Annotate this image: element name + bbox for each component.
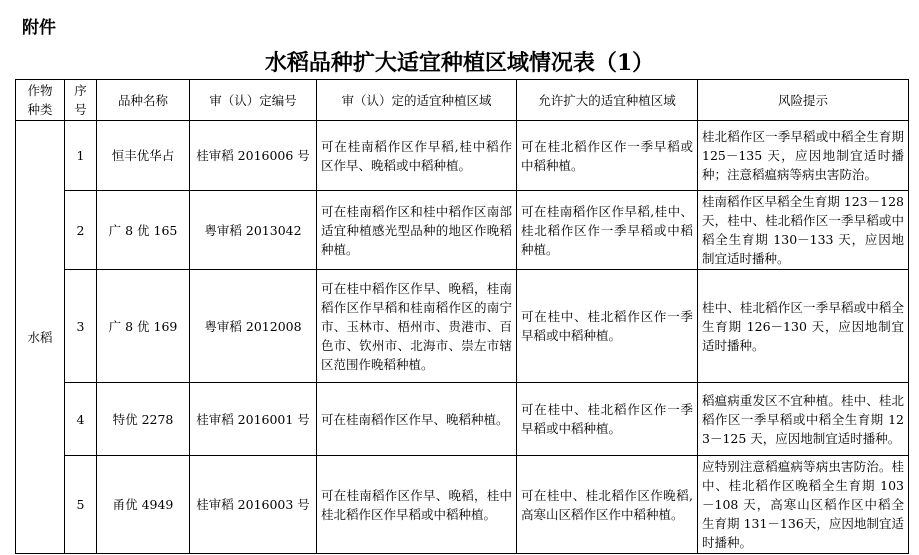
variety-table xyxy=(15,79,909,554)
header-no: 序号 xyxy=(65,80,97,121)
table-row xyxy=(16,121,909,191)
table-row xyxy=(16,456,909,554)
approval-code: 桂审稻 2016003 号 xyxy=(190,456,317,554)
risk-note: 应特别注意稻瘟病等病虫害防治。桂中、桂北稻作区晚稻全生育期 103－108 天，高寒山区稻作区中稻全生育期 131－136天，应因地制宜适时播种。 xyxy=(698,456,909,554)
expanded-region: 可在桂中、桂北稻作区作一季早稻或中稻种植。 xyxy=(517,270,698,383)
variety-name: 特优 2278 xyxy=(97,383,190,456)
header-name: 品种名称 xyxy=(97,80,190,121)
approval-code: 粤审稻 2013042 xyxy=(190,191,317,270)
risk-note: 桂北稻作区一季早稻或中稻全生育期 125－135 天，应因地制宜适时播种；注意稻瘟病等病虫害防治。 xyxy=(698,121,909,191)
row-no: 3 xyxy=(65,270,97,383)
header-expanded: 允许扩大的适宜种植区域 xyxy=(517,80,698,121)
approved-region: 可在桂南稻作区和桂中稻作区南部适宜种植感光型品种的地区作晚稻种植。 xyxy=(317,191,517,270)
table-row xyxy=(16,383,909,456)
header-crop: 作物种类 xyxy=(16,80,65,121)
approved-region: 可在桂中稻作区作早、晚稻，桂南稻作区作早稻和桂南稻作区的南宁市、玉林市、梧州市、贵港市、百色市、钦州市、北海市、崇左市辖区范围作晚稻种植。 xyxy=(317,270,517,383)
approved-region: 可在桂南稻作区作早、晚稻，桂中桂北稻作区作早稻或中稻种植。 xyxy=(317,456,517,554)
row-no: 4 xyxy=(65,383,97,456)
variety-name: 广 8 优 169 xyxy=(97,270,190,383)
table-row xyxy=(16,191,909,270)
risk-note: 桂南稻作区早稻全生育期 123－128 天，桂中、桂北稻作区一季早稻或中稻全生育期 130－133 天，应因地制宜适时播种。 xyxy=(698,191,909,270)
table-row xyxy=(16,270,909,383)
variety-name: 甬优 4949 xyxy=(97,456,190,554)
header-approved: 审（认）定的适宜种植区域 xyxy=(317,80,517,121)
approval-code: 桂审稻 2016001 号 xyxy=(190,383,317,456)
row-no: 1 xyxy=(65,121,97,191)
risk-note: 桂中、桂北稻作区一季早稻或中稻全生育期 126－130 天，应因地制宜适时播种。 xyxy=(698,270,909,383)
approved-region: 可在桂南稻作区作早、晚稻种植。 xyxy=(317,383,517,456)
approved-region: 可在桂南稻作区作早稻,桂中稻作区作早、晚稻或中稻种植。 xyxy=(317,121,517,191)
expanded-region: 可在桂南稻作区作早稻,桂中、桂北稻作区作一季早稻或中稻种植。 xyxy=(517,191,698,270)
variety-name: 恒丰优华占 xyxy=(97,121,190,191)
approval-code: 桂审稻 2016006 号 xyxy=(190,121,317,191)
risk-note: 稻瘟病重发区不宜种植。桂中、桂北稻作区一季早稻或中稻全生育期 123－125 天，应因地制宜适时播种。 xyxy=(698,383,909,456)
attachment-label: 附件 xyxy=(22,18,56,38)
row-no: 5 xyxy=(65,456,97,554)
expanded-region: 可在桂中、桂北稻作区作晚稻,高寒山区稻作区作中稻种植。 xyxy=(517,456,698,554)
crop-cell: 水稻 xyxy=(16,121,65,554)
header-risk: 风险提示 xyxy=(698,80,909,121)
approval-code: 粤审稻 2012008 xyxy=(190,270,317,383)
header-row xyxy=(16,80,909,121)
expanded-region: 可在桂中、桂北稻作区作一季早稻或中稻种植。 xyxy=(517,383,698,456)
page-title: 水稻品种扩大适宜种植区域情况表（1） xyxy=(264,50,655,76)
header-code: 审（认）定编号 xyxy=(190,80,317,121)
variety-name: 广 8 优 165 xyxy=(97,191,190,270)
expanded-region: 可在桂北稻作区作一季早稻或中稻种植。 xyxy=(517,121,698,191)
row-no: 2 xyxy=(65,191,97,270)
